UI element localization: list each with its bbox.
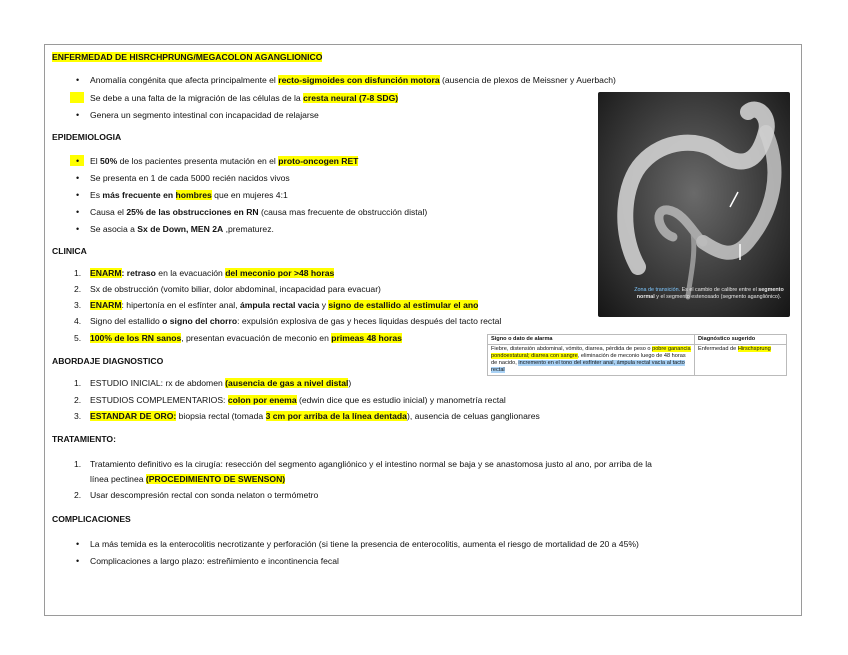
intro-bullet-2: • Se debe a una falta de la migración de las células de la cresta neural (7-8 SDG) <box>90 93 398 104</box>
intro-bullet-1: • Anomalía congénita que afecta principalmente el recto-sigmoides con disfunción motora (ausencia de plexos de Meissner y Auerbach) <box>90 75 616 86</box>
tratamiento-item-2: 2. Usar descompresión rectal con sonda nelaton o termómetro <box>74 490 319 500</box>
table-cell: Enfermedad de Hirschsprung <box>695 345 787 376</box>
complicaciones-bullet-1: • La más temida es la enterocolitis necrotizante y perforación (si tiene la presencia de enterocolitis, aumenta el riesgo de mortalidad de 20 a 45%) <box>90 539 639 550</box>
section-heading-tratamiento: TRATAMIENTO: <box>52 434 116 444</box>
document-title: ENFERMEDAD DE HISRCHPRUNG/MEGACOLON AGANGLIONICO <box>52 52 323 62</box>
arrow-icon <box>730 192 738 207</box>
epi-bullet-5: • Se asocia a Sx de Down, MEN 2A ,prematurez. <box>90 224 274 235</box>
tratamiento-item-1: 1. Tratamiento definitivo es la cirugía: resección del segmento agangliónico y el intestino normal se baja y se anastomosa justo al ano, por arriba de la <box>74 459 652 469</box>
section-heading-abordaje: ABORDAJE DIAGNOSTICO <box>52 356 164 366</box>
clinica-item-2: 2. Sx de obstrucción (vomito biliar, dolor abdominal, incapacidad para evacuar) <box>74 284 381 294</box>
epi-bullet-4: • Causa el 25% de las obstrucciones en RN (causa mas frecuente de obstrucción distal) <box>90 207 427 218</box>
colon-contrast-illustration <box>598 92 790 317</box>
clinica-item-4: 4. Signo del estallido o signo del chorro: expulsión explosiva de gas y heces liquidas después del tacto rectal <box>74 316 502 326</box>
clinica-item-5: 5. 100% de los RN sanos, presentan evacuación de meconio en primeas 48 horas <box>74 333 402 343</box>
xray-image <box>598 92 790 317</box>
figure-caption: Zona de transición. Es el cambio de calibre entre el segmento normal y el segmento estenosado (segmento agangliónico). <box>634 287 784 300</box>
section-heading-complicaciones: COMPLICACIONES <box>52 514 131 524</box>
abordaje-item-3: 3. ESTANDAR DE ORO: biopsia rectal (tomada 3 cm por arriba de la línea dentada), ausencia de celuas ganglionares <box>74 411 540 421</box>
clinica-item-3: 3. ENARM: hipertonía en el esfínter anal, ámpula rectal vacia y signo de estallido al estimular el ano <box>74 300 479 310</box>
alarm-sign-table <box>487 334 787 376</box>
epi-bullet-1: • El 50% de los pacientes presenta mutación en el proto-oncogen RET <box>90 156 358 167</box>
table-header: Diagnóstico sugerido <box>695 335 787 345</box>
table-row <box>488 345 787 376</box>
epi-bullet-2: • Se presenta en 1 de cada 5000 recién nacidos vivos <box>90 173 290 184</box>
table-header-row <box>488 335 787 345</box>
intro-bullet-3: • Genera un segmento intestinal con incapacidad de relajarse <box>90 110 319 121</box>
clinica-item-1: 1. ENARM: retraso en la evacuación del meconio por >48 horas <box>74 268 335 278</box>
epi-bullet-3: • Es más frecuente en hombres que en mujeres 4:1 <box>90 190 288 201</box>
section-heading-clinica: CLINICA <box>52 246 87 256</box>
tratamiento-item-1-cont: línea pectinea (PROCEDIMIENTO DE SWENSON) <box>90 474 286 484</box>
table-header: Signo o dato de alarma <box>488 335 695 345</box>
abordaje-item-1: 1. ESTUDIO INICIAL: rx de abdomen (ausencia de gas a nivel distal) <box>74 378 352 388</box>
section-heading-epidemiologia: EPIDEMIOLOGIA <box>52 132 122 142</box>
table-cell: Fiebre, distensión abdominal, vómito, diarrea, pérdida de peso o pobre ganancia pondoestatural; diarrea con sangre, eliminación de meconio luego de 48 horas de nacido, incremento en el tono del esfínter anal, ámpula rectal vacía al tacto rectal <box>488 345 695 376</box>
abordaje-item-2: 2. ESTUDIOS COMPLEMENTARIOS: colon por enema (edwin dice que es estudio inicial) y manometría rectal <box>74 395 506 405</box>
bullet-highlight <box>70 92 84 103</box>
complicaciones-bullet-2: • Complicaciones a largo plazo: estreñimiento e incontinencia fecal <box>90 556 339 567</box>
